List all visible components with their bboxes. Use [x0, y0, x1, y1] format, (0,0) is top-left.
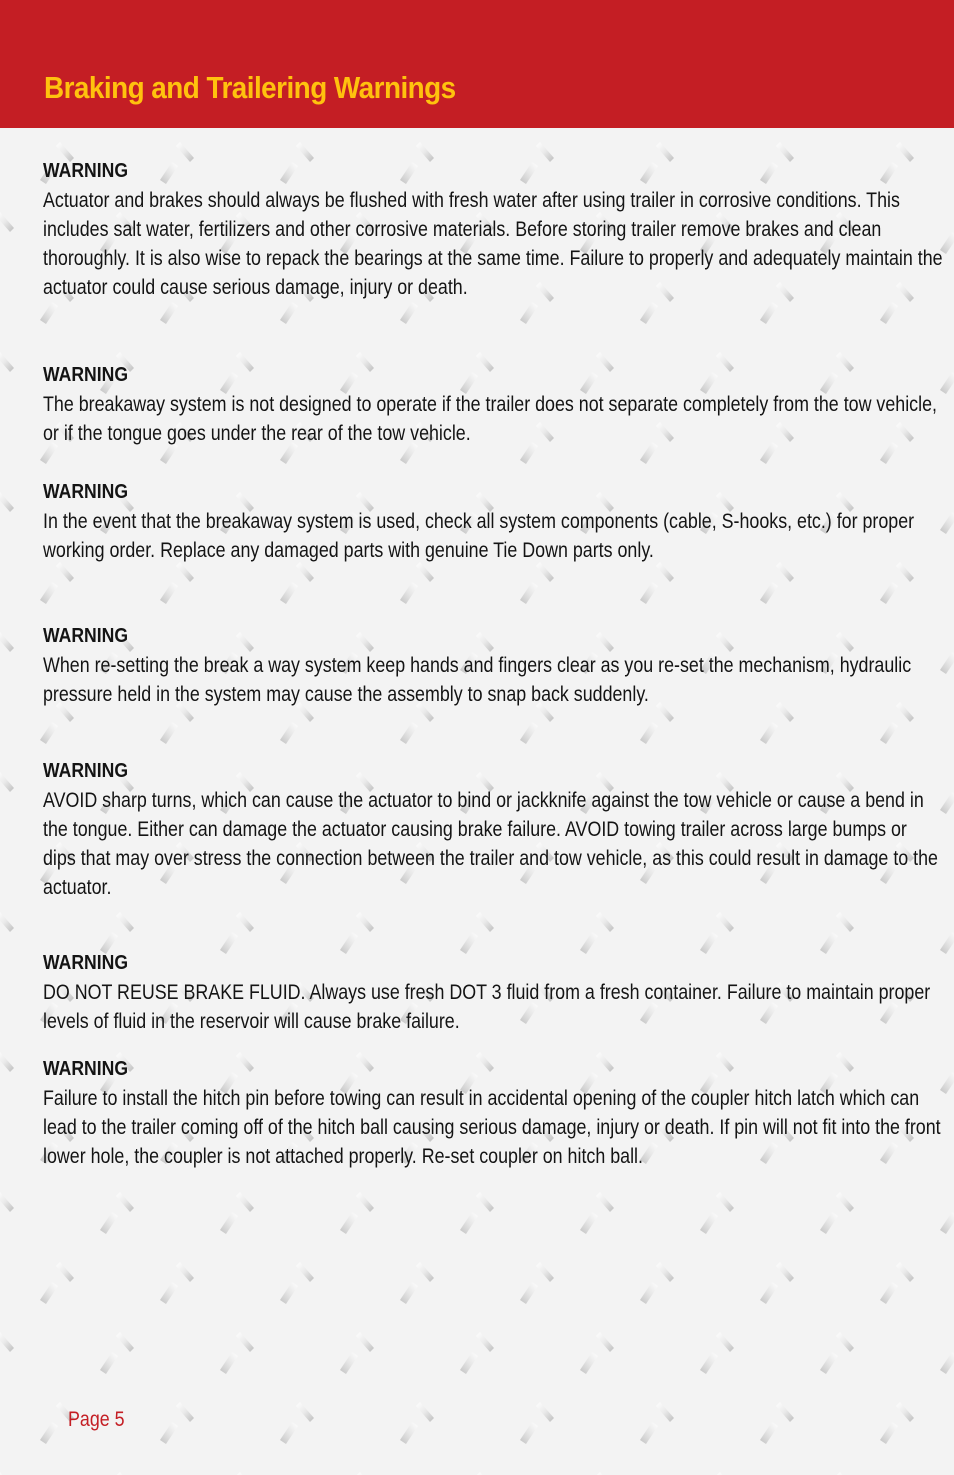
warning-heading: WARNING: [43, 481, 129, 503]
warning-heading: WARNING: [43, 160, 129, 182]
warning-text: When re-setting the break a way system keep hands and fingers clear as you re-set the mechanism, hydraulic pressure held in the system may cause the assembly to snap back suddenly.: [43, 654, 912, 706]
warnings-content: [43, 157, 953, 1171]
warning-block-1: [43, 157, 953, 361]
warning-text: DO NOT REUSE BRAKE FLUID. Always use fresh DOT 3 fluid from a fresh container. Failure to maintain proper levels of fluid in the reservoir will cause brake failure.: [43, 981, 931, 1033]
warning-block-4: [43, 622, 953, 757]
page-header-banner: [0, 0, 954, 128]
warning-heading: WARNING: [43, 760, 129, 782]
warning-text: In the event that the breakaway system is used, check all system components (cable, S-hooks, etc.) for proper working order. Replace any damaged parts with genuine Tie Down parts only.: [43, 510, 915, 562]
warning-block-3: [43, 478, 953, 622]
warning-text: Failure to install the hitch pin before towing can result in accidental opening of the coupler hitch latch which can lead to the trailer coming off of the hitch ball causing serious damage, injury or death. If pin will not fit into the front lower hole, the coupler is not attached properly. Re-set coupler on hitch ball.: [43, 1087, 941, 1168]
warning-heading: WARNING: [43, 364, 129, 386]
page-title: Braking and Trailering Warnings: [44, 70, 456, 105]
warning-heading: WARNING: [43, 625, 129, 647]
warning-heading: WARNING: [43, 1058, 129, 1080]
page-number: Page 5: [68, 1408, 125, 1431]
warning-heading: WARNING: [43, 952, 129, 974]
warning-text: AVOID sharp turns, which can cause the actuator to bind or jackknife against the tow vehicle or cause a bend in the tongue. Either can damage the actuator causing brake failure. AVOID towing trailer across large bumps or dips that may over stress the connection between the trailer and tow vehicle, as this could result in damage to the actuator.: [43, 789, 938, 899]
warning-text: The breakaway system is not designed to operate if the trailer does not separate completely from the tow vehicle, or if the tongue goes under the rear of the tow vehicle.: [43, 393, 937, 445]
warning-block-5: [43, 757, 953, 949]
warning-text: Actuator and brakes should always be flushed with fresh water after using trailer in corrosive conditions. This includes salt water, fertilizers and other corrosive materials. Before storing trailer remove brakes and clean thoroughly. It is also wise to repack the bearings at the same time. Failure to properly and adequately maintain the actuator could cause serious damage, injury or death.: [43, 189, 943, 299]
warning-block-6: [43, 949, 953, 1055]
warning-block-2: [43, 361, 953, 478]
warning-block-7: [43, 1055, 953, 1171]
